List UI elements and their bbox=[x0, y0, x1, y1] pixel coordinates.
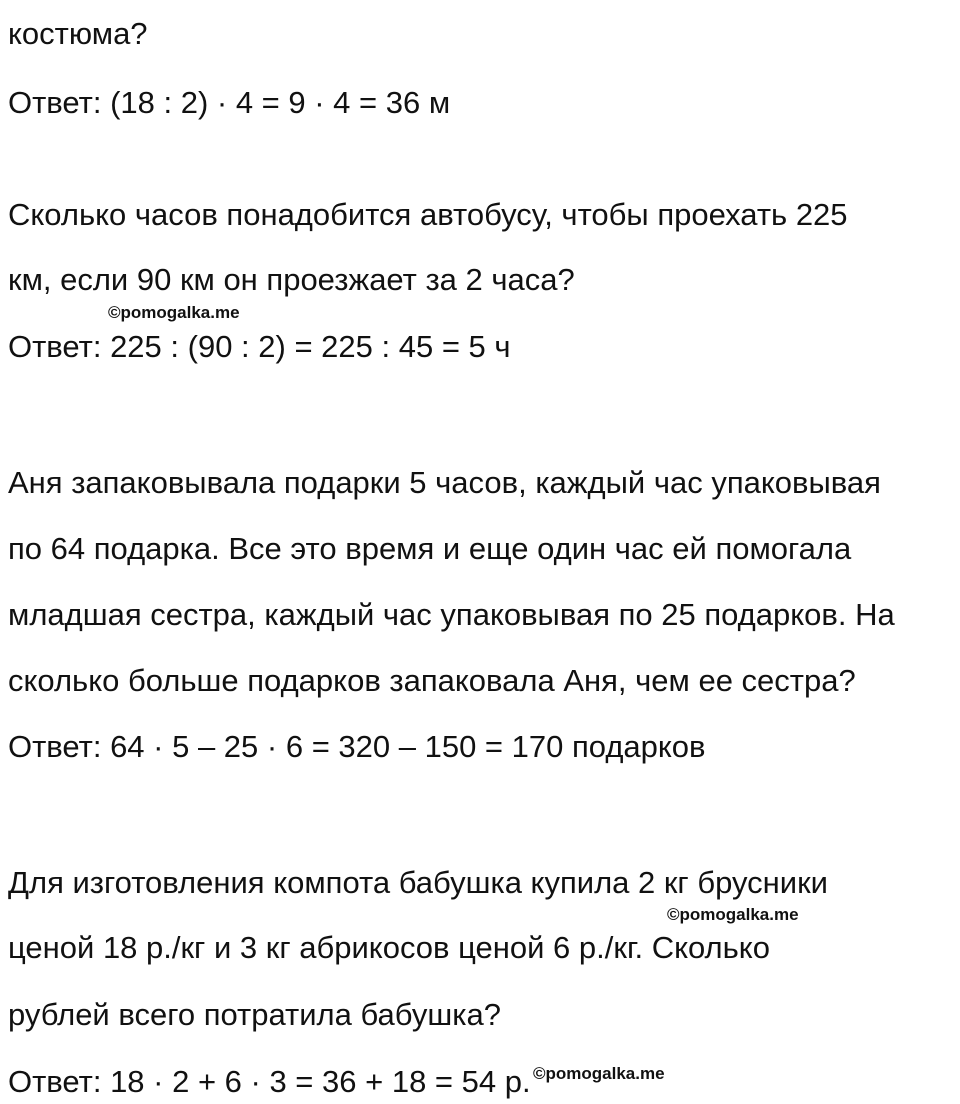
text-line-3: км, если 90 км он проезжает за 2 часа? bbox=[8, 262, 575, 297]
answer-line-1: Ответ: (18 : 2) · 4 = 9 · 4 = 36 м bbox=[8, 85, 451, 120]
text-line-8: Для изготовления компота бабушка купила 2 кг брусники bbox=[8, 865, 828, 900]
text-line-6: младшая сестра, каждый час упаковывая по 25 подарков. На bbox=[8, 597, 895, 632]
text-line-10: рублей всего потратила бабушка? bbox=[8, 997, 501, 1032]
watermark-1: ©pomogalka.me bbox=[108, 303, 240, 322]
text-line-5: по 64 подарка. Все это время и еще один час ей помогала bbox=[8, 531, 852, 566]
answer-line-3: Ответ: 64 · 5 – 25 · 6 = 320 – 150 = 170 подарков bbox=[8, 729, 706, 764]
watermark-2: ©pomogalka.me bbox=[667, 905, 799, 924]
watermark-3: ©pomogalka.me bbox=[533, 1064, 665, 1083]
text-line-4: Аня запаковывала подарки 5 часов, каждый час упаковывая bbox=[8, 465, 881, 500]
text-line-2: Сколько часов понадобится автобусу, чтобы проехать 225 bbox=[8, 197, 848, 232]
text-line-9: ценой 18 р./кг и 3 кг абрикосов ценой 6 р./кг. Сколько bbox=[8, 930, 770, 965]
answer-line-2: Ответ: 225 : (90 : 2) = 225 : 45 = 5 ч bbox=[8, 329, 511, 364]
answer-line-4: Ответ: 18 · 2 + 6 · 3 = 36 + 18 = 54 р. bbox=[8, 1064, 531, 1099]
text-line-7: сколько больше подарков запаковала Аня, чем ее сестра? bbox=[8, 663, 856, 698]
text-line-1: костюма? bbox=[8, 16, 148, 51]
